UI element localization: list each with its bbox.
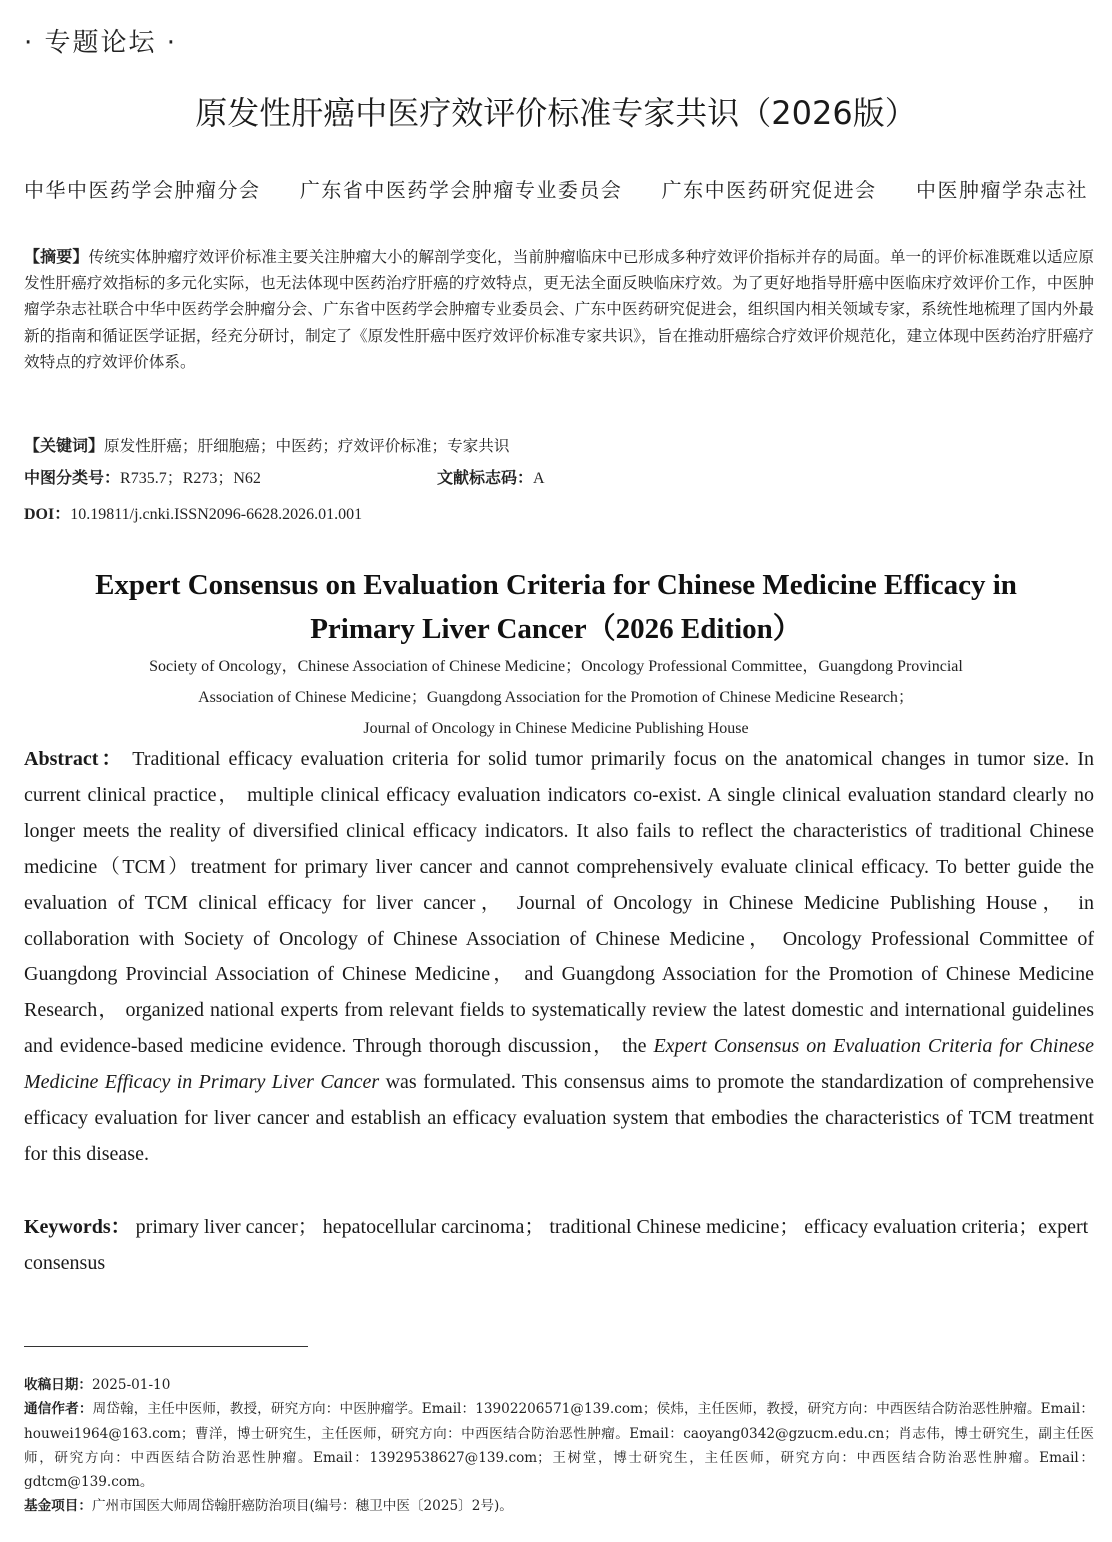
classification-line (24, 466, 1094, 491)
correspondence-text: 周岱翰，主任中医师，教授，研究方向：中医肿瘤学。Email：13902206571@139.com；侯炜，主任医师，教授，研究方向：中西医结合防治恶性肿瘤。Email：houwei1964@163.com；曹洋，博士研究生，主任医师，研究方向：中西医结合防治恶性肿瘤。Email：caoyang0342@gzucm.edu.cn；肖志伟，博士研究生，副主任医师，研究方向：中西医结合防治恶性肿瘤。Email：13929538627@139.com；王树堂，博士研究生，主任医师，研究方向：中西医结合防治恶性肿瘤。Email：gdtcm@139.com。 (24, 1401, 1094, 1491)
chinese-abstract-label: 【摘要】 (24, 247, 89, 266)
english-org-line: Society of Oncology，Chinese Association of Chinese Medicine；Oncology Professional Committee，Guangdong Provincial (149, 658, 963, 675)
received-date-label: 收稿日期： (24, 1377, 92, 1393)
chinese-organizations (24, 174, 1088, 203)
chinese-org-1: 中华中医药学会肿瘤分会 (24, 178, 261, 202)
correspondence-label: 通信作者： (24, 1401, 93, 1418)
english-abstract-text: Traditional efficacy evaluation criteria for solid tumor primarily focus on the anatomical changes in tumor size. In current clinical practice， multiple clinical efficacy evaluation indicators co-exist. A single clinical evaluation standard clearly no longer meets the reality of diversified clinical efficacy indicators. It also fails to reflect the characteristics of traditional Chinese medicine（TCM）treatment for primary liver cancer and cannot comprehensively evaluate clinical efficacy. To better guide the evaluation of TCM clinical efficacy for liver cancer， Journal of Oncology in Chinese Medicine Publishing House， in collaboration with Society of Oncology of Chinese Association of Chinese Medicine， Oncology Professional Committee of Guangdong Provincial Association of Chinese Medicine， and Guangdong Association for the Promotion of Chinese Medicine Research， organized national experts from relevant fields to systematically review the latest domestic and international guidelines and evidence-based medicine evidence. Through thorough discussion， the (24, 748, 1094, 1058)
chinese-keywords-label: 【关键词】 (24, 436, 105, 455)
received-date (24, 1373, 1094, 1397)
chinese-title: 原发性肝癌中医疗效评价标准专家共识（2026版） (195, 94, 917, 132)
english-org-line: Association of Chinese Medicine；Guangdong Association for the Promotion of Chinese Medicine Research； (198, 689, 914, 706)
document-code (437, 466, 545, 491)
document-code-label: 文献标志码： (437, 468, 534, 487)
funding-text: 广州市国医大师周岱翰肝癌防治项目(编号：穗卫中医〔2025〕2号)。 (91, 1498, 513, 1515)
chinese-abstract-text: 传统实体肿瘤疗效评价标准主要关注肿瘤大小的解剖学变化，当前肿瘤临床中已形成多种疗效评价指标并存的局面。单一的评价标准既难以适应原发性肝癌疗效指标的多元化实际，也无法体现中医药治疗肝癌的疗效特点，更无法全面反映临床疗效。为了更好地指导肝癌中医临床疗效评价工作，中医肿瘤学杂志社联合中华中医药学会肿瘤分会、广东省中医药学会肿瘤专业委员会、广东中医药研究促进会，组织国内相关领域专家，系统性地梳理了国内外最新的指南和循证医学证据，经充分研讨，制定了《原发性肝癌中医疗效评价标准专家共识》，旨在推动肝癌综合疗效评价规范化，建立体现中医药治疗肝癌疗效特点的疗效评价体系。 (24, 248, 1094, 371)
correspondence (24, 1397, 1094, 1494)
english-keywords-text: primary liver cancer； hepatocellular carcinoma； traditional Chinese medicine； efficacy evaluation criteria；expert consensus (24, 1216, 1089, 1274)
clc-value: R735.7；R273；N62 (120, 470, 261, 487)
chinese-org-2: 广东省中医药学会肿瘤专业委员会 (299, 178, 623, 202)
english-abstract-label: Abstract： (24, 748, 125, 770)
received-date-value: 2025-01-10 (91, 1377, 171, 1393)
footnote-divider (24, 1346, 308, 1347)
chinese-org-4: 中医肿瘤学杂志社 (915, 178, 1088, 202)
english-abstract-text-end: was formulated. This consensus aims to promote the standardization of comprehensive efficacy evaluation for liver cancer and establish an efficacy evaluation system that embodies the characteristics of TCM treatment for this disease. (24, 1071, 1094, 1165)
chinese-abstract (24, 244, 1094, 375)
doi-value: 10.19811/j.cnki.ISSN2096-6628.2026.01.001 (70, 506, 363, 523)
english-abstract (24, 742, 1094, 1173)
chinese-keywords (24, 433, 1094, 459)
document-code-value: A (533, 470, 545, 487)
funding (24, 1494, 1094, 1518)
doi-line (24, 501, 362, 524)
footnotes (24, 1373, 1094, 1519)
funding-label: 基金项目： (24, 1498, 92, 1515)
english-keywords-label: Keywords： (24, 1216, 131, 1238)
english-keywords (24, 1209, 1094, 1281)
chinese-keywords-text: 原发性肝癌；肝细胞癌；中医药；疗效评价标准；专家共识 (104, 437, 510, 455)
clc-label: 中图分类号： (24, 468, 121, 487)
doi-label: DOI： (24, 506, 71, 523)
section-tag: · 专题论坛 · (24, 28, 178, 58)
english-title: Expert Consensus on Evaluation Criteria for Chinese Medicine Efficacy in Primary Liver Cancer（2026 Edition） (95, 569, 1017, 645)
english-organizations (60, 651, 1052, 744)
english-abstract-title-reference: Expert Consensus on Evaluation Criteria for Chinese Medicine Efficacy in Primary Liver Cancer (24, 1035, 1094, 1094)
chinese-org-3: 广东中医药研究促进会 (661, 178, 877, 202)
english-org-line: Journal of Oncology in Chinese Medicine Publishing House (363, 720, 749, 737)
